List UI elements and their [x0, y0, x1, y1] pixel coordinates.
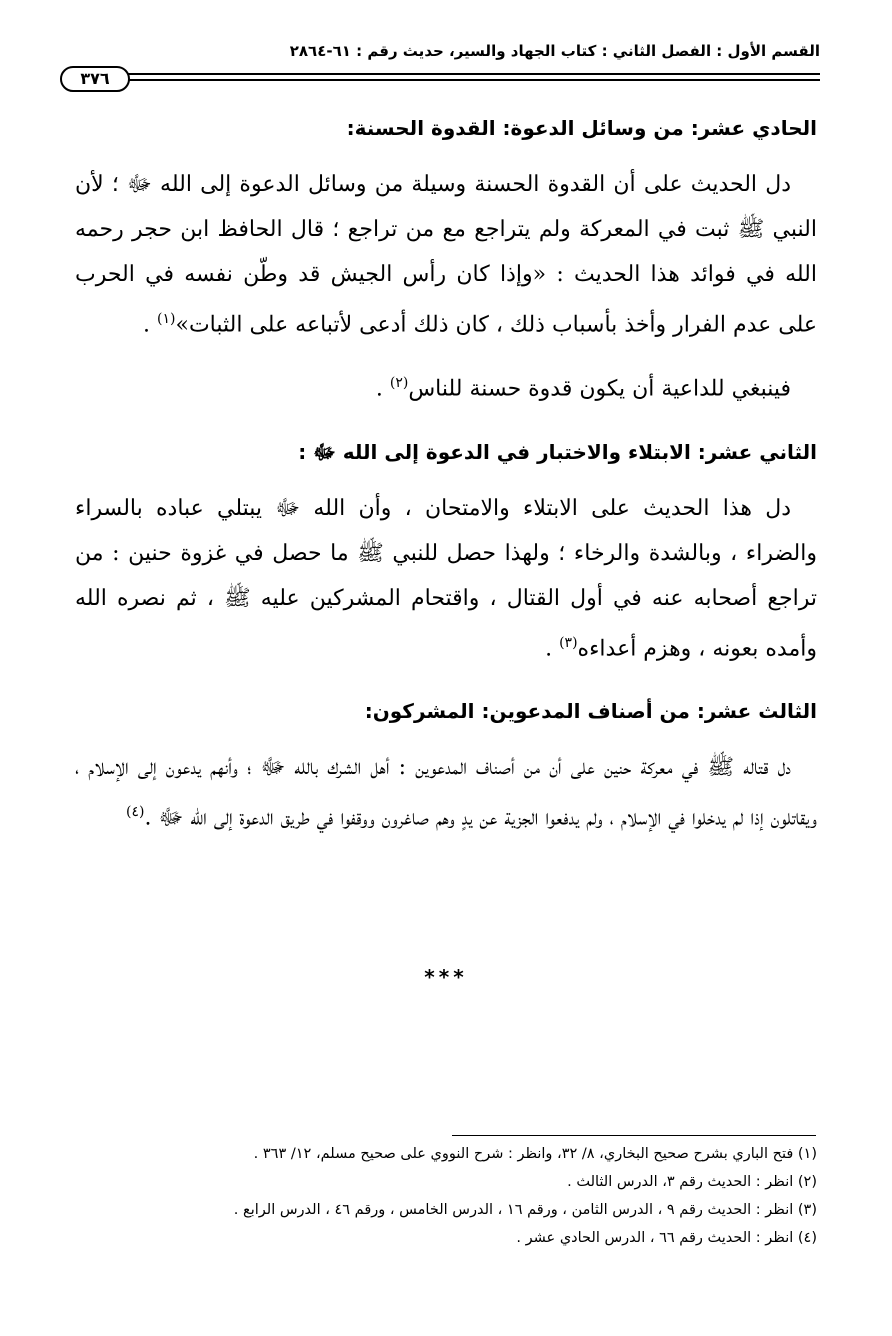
- page-number: ٣٧٦: [60, 66, 130, 92]
- paragraph-tail: .: [545, 635, 560, 661]
- paragraph-tail: .: [375, 376, 390, 402]
- footnote-ref: (٤): [126, 803, 145, 820]
- footnote-1: (١) فتح الباري بشرح صحيح البخاري، ٨/ ٣٢، وانظر : شرح النووي على صحيح مسلم، ١٢/ ٣٦٣ .: [253, 1146, 817, 1162]
- running-title: القسم الأول : الفصل الثاني : كتاب الجهاد والسير، حديث رقم : ٦١-٢٨٦٤: [289, 42, 820, 60]
- section-heading: الثاني عشر: الابتلاء والاختبار في الدعوة إلى الله ﷻ :: [298, 439, 817, 464]
- header-rule-upper: [100, 73, 820, 75]
- footnote-ref: (٢): [389, 375, 409, 392]
- paragraph: [75, 486, 817, 671]
- footnotes: [75, 1140, 817, 1252]
- paragraph-text: دل قتاله ﷺ في معركة حنين على أن من أصناف المدعوين : أهل الشرك بالله ﷻ ؛ وأنهم يدعون إلى الإسلام ، ويقاتلون إذا لم يدخلوا في الإسلام ، ولم يدفعوا الجزية عن يدٍ وهم صاغرون ووقفوا في طريق الدعوة إلى الله ﷻ .: [75, 754, 817, 831]
- section-separator: ***: [424, 965, 468, 989]
- paragraph-text: دل الحديث على أن القدوة الحسنة وسيلة من وسائل الدعوة إلى الله ﷻ ؛ لأن النبي ﷺ ثبت في المعركة ولم يتراجع مع من تراجع ؛ قال الحافظ ابن حجر رحمه الله في فوائد هذا الحديث : «وإذا كان رأس الجيش قد وطّن نفسه في الحرب على عدم الفرار وأخذ بأسباب ذلك ، كان ذلك أدعى لأتباعه على الثبات»: [75, 172, 817, 338]
- section-heading: الثالث عشر: من أصناف المدعوين: المشركون:: [364, 698, 817, 723]
- header-rule-lower: [100, 79, 820, 81]
- section-eleven: [75, 108, 817, 412]
- footnote-2: (٢) انظر : الحديث رقم ٣، الدرس الثالث .: [567, 1174, 817, 1190]
- paragraph-text: دل هذا الحديث على الابتلاء والامتحان ، وأن الله ﷻ يبتلي عباده بالسراء والضراء ، وبالشدة والرخاء ؛ ولهذا حصل للنبي ﷺ ما حصل في غزوة حنين : من تراجع أصحابه عنه في أول القتال ، واقتحام المشركين عليه ﷺ ، ثم نصره الله وأمده بعونه ، وهزم أعداءه: [75, 495, 817, 661]
- footnote-4: (٤) انظر : الحديث رقم ٦٦ ، الدرس الحادي عشر .: [516, 1230, 817, 1246]
- paragraph-text: فينبغي للداعية أن يكون قدوة حسنة للناس: [408, 376, 791, 402]
- section-heading: الحادي عشر: من وسائل الدعوة: القدوة الحسنة:: [346, 116, 817, 140]
- section-twelve: [75, 432, 817, 671]
- footnote-ref: (١): [157, 311, 176, 327]
- paragraph-tail: .: [143, 312, 158, 338]
- page-header: [60, 40, 820, 88]
- paragraph: [75, 745, 817, 840]
- section-thirteen: [75, 691, 817, 840]
- footnote-3: (٣) انظر : الحديث رقم ٩ ، الدرس الثامن ، ورقم ١٦ ، الدرس الخامس ، ورقم ٤٦ ، الدرس الرابع .: [233, 1202, 817, 1218]
- footnote-divider: [452, 1135, 816, 1136]
- page-body: [75, 108, 817, 840]
- paragraph: [75, 361, 817, 411]
- paragraph: [75, 162, 817, 347]
- footnote-ref: (٣): [559, 634, 578, 651]
